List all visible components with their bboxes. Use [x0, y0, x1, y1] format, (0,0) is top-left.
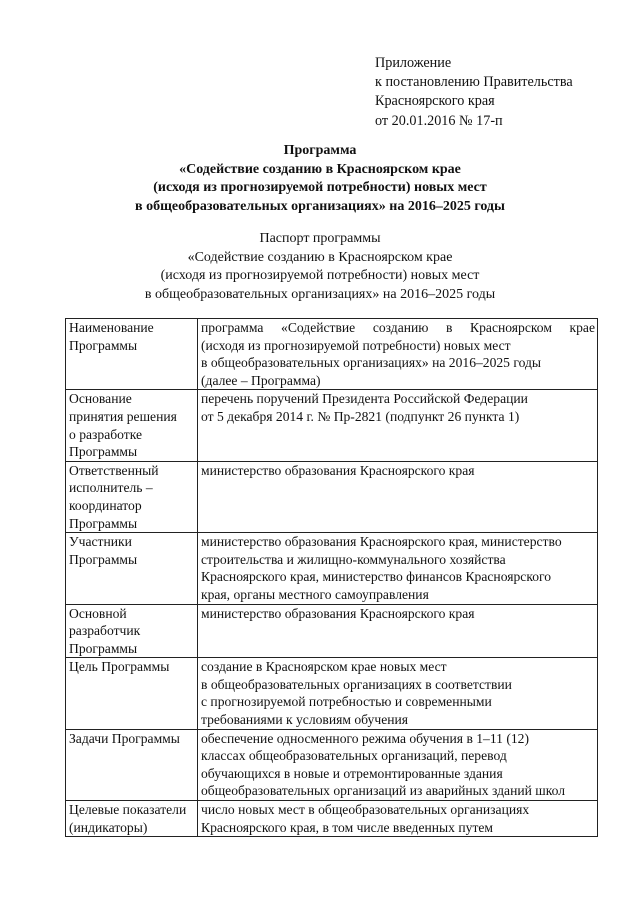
- row-value-cell: [198, 801, 598, 837]
- row-value: в общеобразовательных организациях в соответствии: [201, 676, 512, 692]
- row-label: Наименование: [69, 320, 154, 335]
- row-value-cell: [198, 604, 598, 658]
- appendix-line: Приложение: [375, 55, 452, 71]
- row-value: края, органы местного самоуправления: [201, 586, 429, 602]
- row-value-cell: [198, 461, 598, 532]
- row-value: с прогнозируемой потребностью и современными: [201, 694, 492, 710]
- row-label: Программы: [69, 551, 138, 567]
- row-value-cell: [198, 319, 598, 390]
- row-label-cell: [66, 461, 198, 532]
- title-line: (исходя из прогнозируемой потребности) новых мест: [153, 180, 487, 196]
- row-label: Участники: [69, 534, 132, 550]
- row-value: число новых мест в общеобразовательных организациях: [201, 802, 530, 818]
- table-row: [66, 658, 598, 729]
- row-value: в общеобразовательных организациях» на 2016–2025 годы: [201, 355, 542, 371]
- row-value: программа «Содействие созданию в Красноярском крае: [201, 320, 595, 335]
- appendix-block: [375, 54, 573, 131]
- title-line: Программа: [283, 143, 357, 158]
- row-value: обеспечение односменного режима обучения в 1–11 (12): [201, 730, 529, 746]
- row-value: Красноярского края, в том числе введенных путем: [201, 819, 494, 835]
- row-value: министерство образования Красноярского края: [201, 605, 475, 621]
- row-label-cell: [66, 801, 198, 837]
- row-label: Программы: [69, 515, 138, 531]
- row-label: Основной: [69, 605, 127, 621]
- table-row: [66, 319, 598, 390]
- subtitle-line: в общеобразовательных организациях» на 2016–2025 годы: [144, 286, 496, 302]
- row-value: министерство образования Красноярского края, министерство: [201, 534, 562, 550]
- row-value: классах общеобразовательных организаций, перевод: [201, 748, 507, 764]
- appendix-line: Красноярского края: [375, 93, 495, 110]
- row-label: координатор: [69, 497, 142, 513]
- row-label: о разработке: [69, 426, 142, 442]
- row-label: Цель Программы: [69, 659, 170, 675]
- row-label-cell: [66, 604, 198, 658]
- table-row: [66, 729, 598, 800]
- row-label-cell: [66, 729, 198, 800]
- row-label: Задачи Программы: [69, 730, 180, 746]
- title-line: «Содействие созданию в Красноярском крае: [179, 161, 461, 177]
- row-value-cell: [198, 729, 598, 800]
- row-label: Основание: [69, 391, 132, 407]
- row-value: (исходя из прогнозируемой потребности) новых мест: [201, 337, 511, 353]
- row-value: перечень поручений Президента Российской Федерации: [201, 391, 528, 407]
- row-label-cell: [66, 658, 198, 729]
- row-label: Программы: [69, 640, 138, 656]
- row-value: министерство образования Красноярского края: [201, 462, 475, 478]
- title-line: в общеобразовательных организациях» на 2016–2025 годы: [135, 198, 505, 214]
- passport-table: [65, 318, 598, 837]
- row-label: исполнитель –: [69, 480, 153, 496]
- row-value: требованиями к условиям обучения: [201, 712, 409, 728]
- row-label: разработчик: [69, 623, 141, 639]
- row-label: Программы: [69, 337, 138, 353]
- table-row: [66, 390, 598, 461]
- row-value: от 5 декабря 2014 г. № Пр-2821 (подпункт 26 пункта 1): [201, 408, 520, 424]
- appendix-line: от 20.01.2016 № 17-п: [375, 112, 503, 129]
- program-title: [0, 142, 640, 216]
- row-value-cell: [198, 658, 598, 729]
- table-row: [66, 461, 598, 532]
- row-value: строительства и жилищно-коммунального хозяйства: [201, 551, 506, 567]
- table-row: [66, 801, 598, 837]
- table-row: [66, 533, 598, 604]
- row-label-cell: [66, 390, 198, 461]
- row-label: (индикаторы): [69, 819, 148, 835]
- row-value: (далее – Программа): [201, 372, 321, 388]
- subtitle-line: (исходя из прогнозируемой потребности) новых мест: [160, 268, 480, 284]
- table-row: [66, 604, 598, 658]
- appendix-line: к постановлению Правительства: [375, 74, 573, 91]
- row-value-cell: [198, 533, 598, 604]
- subtitle-line: Паспорт программы: [259, 231, 381, 246]
- row-label: Ответственный: [69, 462, 159, 478]
- row-value-cell: [198, 390, 598, 461]
- row-value: Красноярского края, министерство финансов Красноярского: [201, 569, 552, 585]
- subtitle-line: «Содействие созданию в Красноярском крае: [187, 249, 453, 265]
- row-value: создание в Красноярском крае новых мест: [201, 659, 447, 675]
- passport-heading: [0, 230, 640, 304]
- row-value: обучающихся в новые и отремонтированные здания: [201, 765, 503, 781]
- row-label: Целевые показатели: [69, 802, 187, 818]
- row-label: Программы: [69, 444, 138, 460]
- row-label-cell: [66, 533, 198, 604]
- row-value: общеобразовательных организаций из аварийных зданий школ: [201, 783, 566, 799]
- row-label: принятия решения: [69, 408, 177, 424]
- row-label-cell: [66, 319, 198, 390]
